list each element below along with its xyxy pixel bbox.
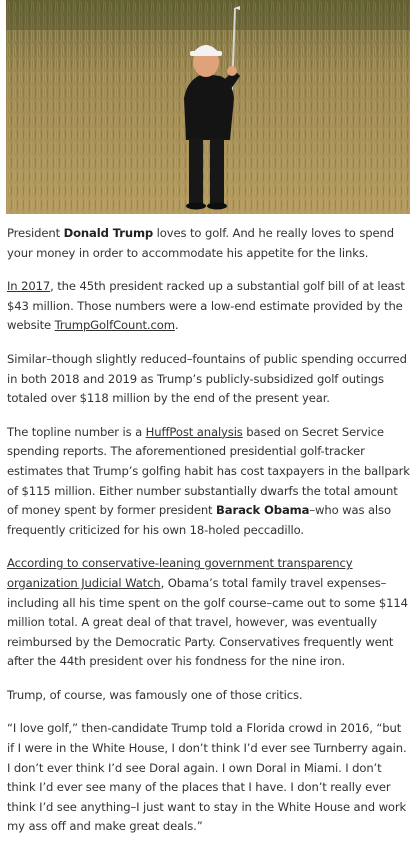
paragraph-judicial-watch bbox=[7, 554, 411, 672]
paragraph-critics bbox=[7, 686, 411, 706]
paragraph-topline bbox=[7, 423, 411, 541]
paragraph-text: Similar–though slightly reduced–fountains of public spending occurred in both 2018 and 2019 as Trump’s publicly-subsidized golf outings totaled over $118 million by the end of the present year. bbox=[7, 351, 407, 406]
paragraph-intro bbox=[7, 224, 411, 263]
article-body bbox=[7, 224, 411, 851]
paragraph-2018-2019 bbox=[7, 350, 411, 409]
bold-name-donald-trump: Donald Trump bbox=[63, 226, 154, 240]
hero-photo bbox=[6, 0, 410, 214]
link-huffpost-analysis[interactable]: HuffPost analysis bbox=[145, 424, 243, 439]
paragraph-text: , Obama’s total family travel expenses–including all his time spent on the golf course–came out to some $114 million total. A great deal of that travel, however, was eventually reimbursed by the Democratic Party. Conservatives frequently went after the 44th president over his fondness for the nine iron. bbox=[7, 575, 408, 669]
paragraph-text: based on Secret Service spending reports. The aforementioned presidential golf-tracker estimates that Trump’s golfing habit has cost taxpayers in the ballpark of $115 million. Either number substantially dwarfs the total amount of money spent by former president bbox=[7, 424, 410, 518]
paragraph-text: , the 45th president racked up a substantial golf bill of at least $43 million. Those numbers were a low-end estimate provided by the website bbox=[7, 279, 405, 333]
paragraph-text: The topline number is a bbox=[7, 424, 146, 439]
paragraph-text: “I love golf,” then-candidate Trump told a Florida crowd in 2016, “but if I were in the White House, I don’t think I’d ever see Turnberry again. I don’t ever think I’d see Doral again. I own Doral in Miami. I don’t think I’d ever see many of the places that I have. I don’t really ever think I’d see anything–I just want to stay in the White House and work my ass off and make great deals.” bbox=[7, 721, 407, 834]
golfer-photo-icon bbox=[6, 0, 410, 214]
link-judicial-watch[interactable]: According to conservative-leaning government transparency organization Judicial Watch bbox=[7, 556, 353, 590]
bold-name-barack-obama: Barack Obama bbox=[216, 503, 310, 518]
paragraph-text: Trump, of course, was famously one of those critics. bbox=[7, 687, 303, 702]
link-trumpgolfcount[interactable]: TrumpGolfCount.com bbox=[54, 318, 175, 333]
paragraph-quote bbox=[7, 719, 411, 837]
paragraph-text: –who was also frequently criticized for his own 18-holed peccadillo. bbox=[7, 503, 391, 537]
paragraph-text: President bbox=[7, 226, 64, 240]
link-in-2017[interactable]: In 2017 bbox=[7, 279, 51, 294]
paragraph-text: loves to golf. And he really loves to spend your money in order to accommodate his appetite for the links. bbox=[7, 226, 394, 260]
paragraph-text: . bbox=[174, 318, 179, 333]
paragraph-2017-bill bbox=[7, 277, 411, 336]
